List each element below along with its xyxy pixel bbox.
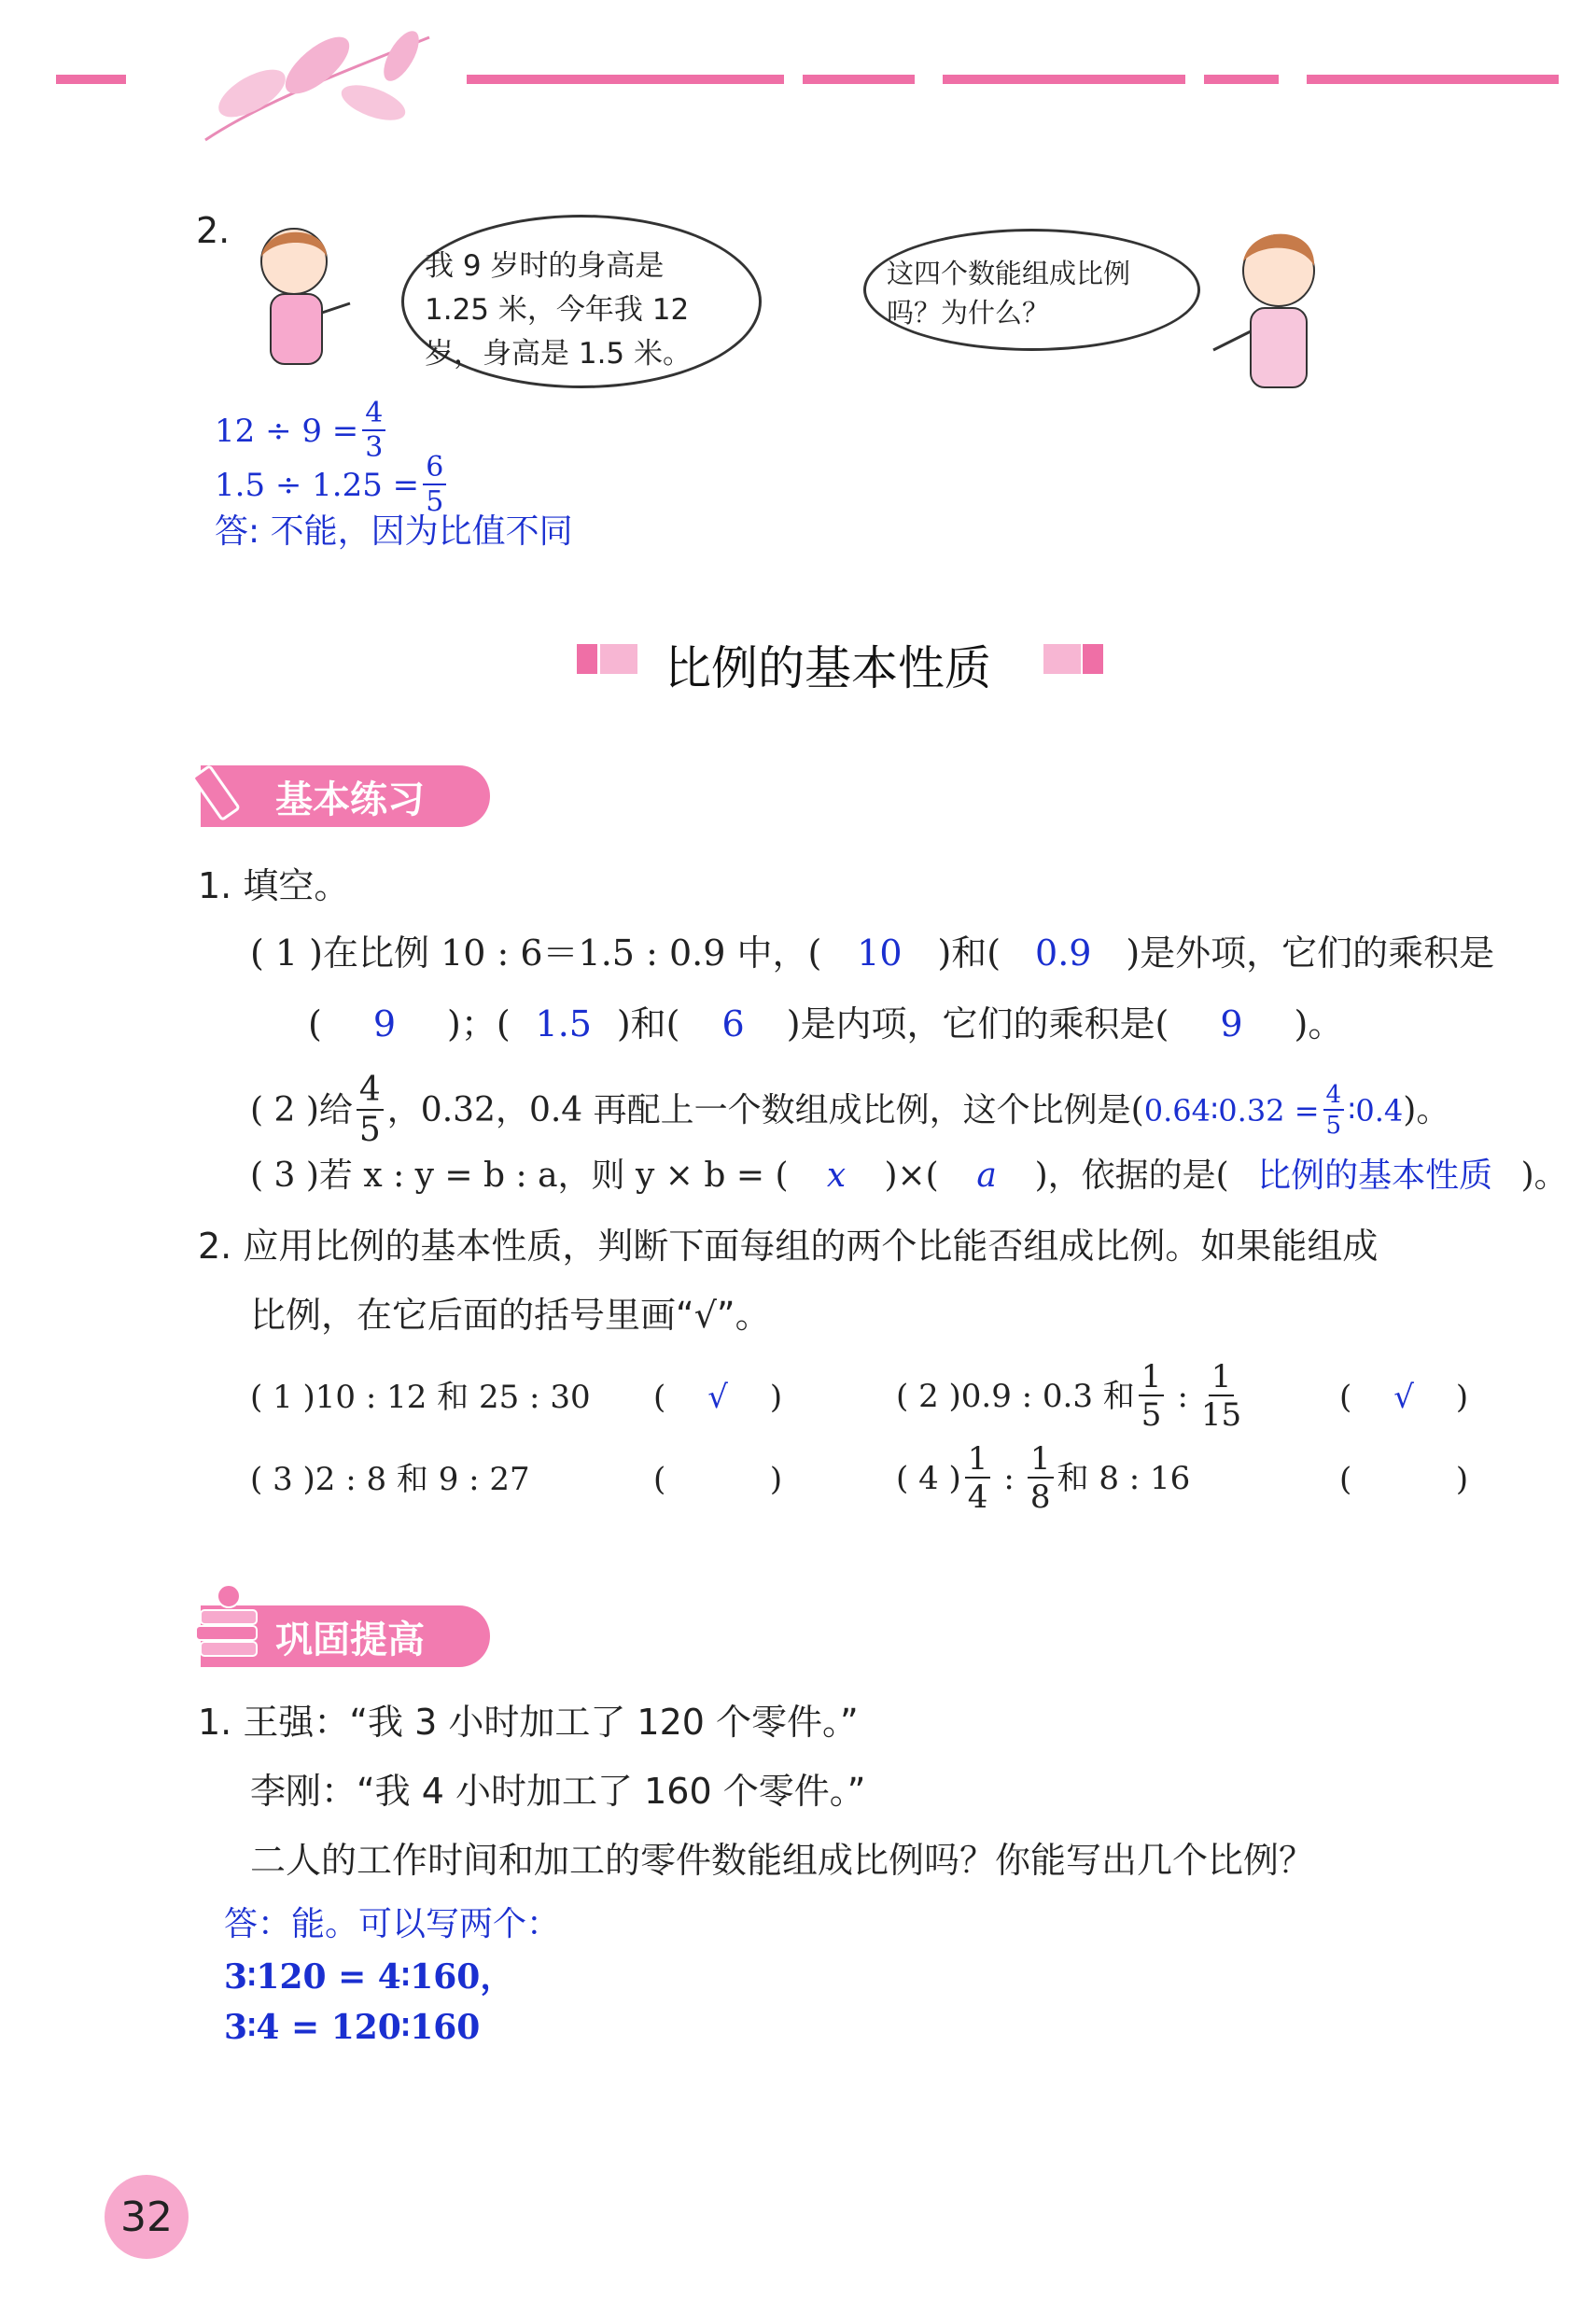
girl-speech-text: 我 9 岁时的身高是 1.25 米，今年我 12 岁，身高是 1.5 米。 xyxy=(425,249,693,371)
fraction: $\frac{1}{4}$ xyxy=(965,1443,991,1513)
title-mark-right-icon xyxy=(1083,644,1103,674)
boy-illustration-icon xyxy=(1204,219,1335,406)
page-number: 32 xyxy=(105,2175,189,2259)
fraction: $\frac{6}{5}$ xyxy=(423,454,446,516)
answer-blank: 6 xyxy=(721,1003,745,1044)
ex2-item4-bracket: ( ) xyxy=(1339,1461,1469,1498)
header-bar-segment xyxy=(943,75,1185,84)
calc-line-2 xyxy=(215,451,450,518)
answer-blank: x xyxy=(826,1157,847,1195)
calc-line-1 xyxy=(215,397,389,464)
pencil-icon xyxy=(191,758,266,833)
fraction: $\frac{4}{3}$ xyxy=(362,400,385,462)
banner-label: 巩固提高 xyxy=(275,1618,425,1661)
ex2-item3-bracket: ( ) xyxy=(653,1461,783,1498)
fraction: $\frac{4}{5}$ xyxy=(357,1073,384,1147)
exercise-1-title: 1. 填空。 xyxy=(198,865,350,906)
section-title: 比例的基本性质 xyxy=(665,641,991,695)
check-mark: √ xyxy=(1393,1379,1414,1416)
ex1-part1-line1: ( 1 )在比例 10 : 6＝1.5 : 0.9 中，( 10 )和( 0.9 )是外项，它们的乘积是 xyxy=(250,932,1495,974)
ex2-item2-bracket: ( √ ) xyxy=(1339,1379,1469,1416)
answer-text: 答: 不能，因为比值不同 xyxy=(215,512,573,551)
ex3-line1: 1. 王强：“我 3 小时加工了 120 个零件。” xyxy=(198,1702,859,1743)
fraction: $\frac{1}{15}$ xyxy=(1200,1358,1242,1434)
ex1-part3: ( 3 )若 x : y = b : a，则 y × b = ( x )×( a )，依据的是( 比例的基本性质 )。 xyxy=(250,1157,1568,1195)
ex3-line3: 二人的工作时间和加工的零件数能组成比例吗？你能写出几个比例？ xyxy=(250,1840,1315,1881)
title-mark-left-icon xyxy=(577,644,597,674)
books-apple-icon xyxy=(191,1577,266,1671)
exercise-2-title-line1: 2. 应用比例的基本性质，判断下面每组的两个比能否组成比例。如果能组成 xyxy=(198,1226,1379,1267)
ex1-part2: ( 2 )给 $\frac{4}{5}$ ，0.32，0.4 再配上一个数组成比例，这个比例是( 0.64∶0.32 = $\frac{4}{5}$ ∶0.4 )。 xyxy=(250,1071,1450,1149)
girl-illustration-icon xyxy=(238,219,359,387)
ex2-item4: ( 4 ) $\frac{1}{4}$ : $\frac{1}{8}$ 和 8 : 16 xyxy=(896,1440,1191,1516)
answer-blank: 0.9 xyxy=(1035,932,1092,974)
banner-label: 基本练习 xyxy=(275,778,425,821)
answer-blank: 9 xyxy=(1220,1003,1243,1044)
leaf-decoration-icon xyxy=(187,19,448,159)
ex3-answer-line1: 答：能。可以写两个： xyxy=(224,1905,561,1943)
title-mark-right-icon xyxy=(1043,644,1081,674)
header-bar-left xyxy=(56,75,126,84)
fraction: $\frac{1}{5}$ xyxy=(1139,1361,1165,1431)
calc-left: 1.5 ÷ 1.25 = xyxy=(215,466,420,504)
header-bar-segment xyxy=(467,75,784,84)
fraction: $\frac{1}{8}$ xyxy=(1028,1443,1054,1513)
boy-speech-text: 这四个数能组成比例吗？为什么？ xyxy=(887,258,1131,329)
ex2-item1-bracket: ( √ ) xyxy=(653,1379,783,1416)
fraction: $\frac{4}{5}$ xyxy=(1323,1083,1345,1138)
ex1-part1-line2: ( 9 )；( 1.5 )和( 6 )是内项，它们的乘积是( 9 )。 xyxy=(308,1003,1344,1044)
check-mark: √ xyxy=(707,1379,728,1416)
answer-blank: 9 xyxy=(372,1003,397,1044)
ex3-line2: 李刚：“我 4 小时加工了 160 个零件。” xyxy=(250,1771,866,1812)
answer-blank: a xyxy=(976,1157,997,1195)
header-bar-segment xyxy=(803,75,915,84)
ex3-answer-line2: 3∶120 = 4∶160， xyxy=(224,1957,514,1997)
calc-left: 12 ÷ 9 = xyxy=(215,412,359,450)
header-bar-segment xyxy=(1204,75,1279,84)
ex3-answer-line3: 3∶4 = 120∶160 xyxy=(224,2008,481,2047)
header-bar-segment xyxy=(1307,75,1559,84)
exercise-2-title-line2: 比例，在它后面的括号里画“√”。 xyxy=(250,1295,771,1336)
answer-blank: 0.64∶0.32 = $\frac{4}{5}$ ∶0.4 xyxy=(1143,1081,1404,1140)
title-mark-left-icon xyxy=(600,644,637,674)
ex2-item1: ( 1 )10 : 12 和 25 : 30 xyxy=(250,1379,591,1416)
ex2-item3: ( 3 )2 : 8 和 9 : 27 xyxy=(250,1461,530,1498)
answer-blank: 10 xyxy=(857,932,903,974)
ex2-item2: ( 2 )0.9 : 0.3 和 $\frac{1}{5}$ : $\frac{1}{15}$ xyxy=(896,1358,1242,1434)
question-number: 2. xyxy=(196,210,231,251)
answer-blank: 比例的基本性质 xyxy=(1257,1157,1493,1195)
answer-blank: 1.5 xyxy=(535,1003,592,1044)
